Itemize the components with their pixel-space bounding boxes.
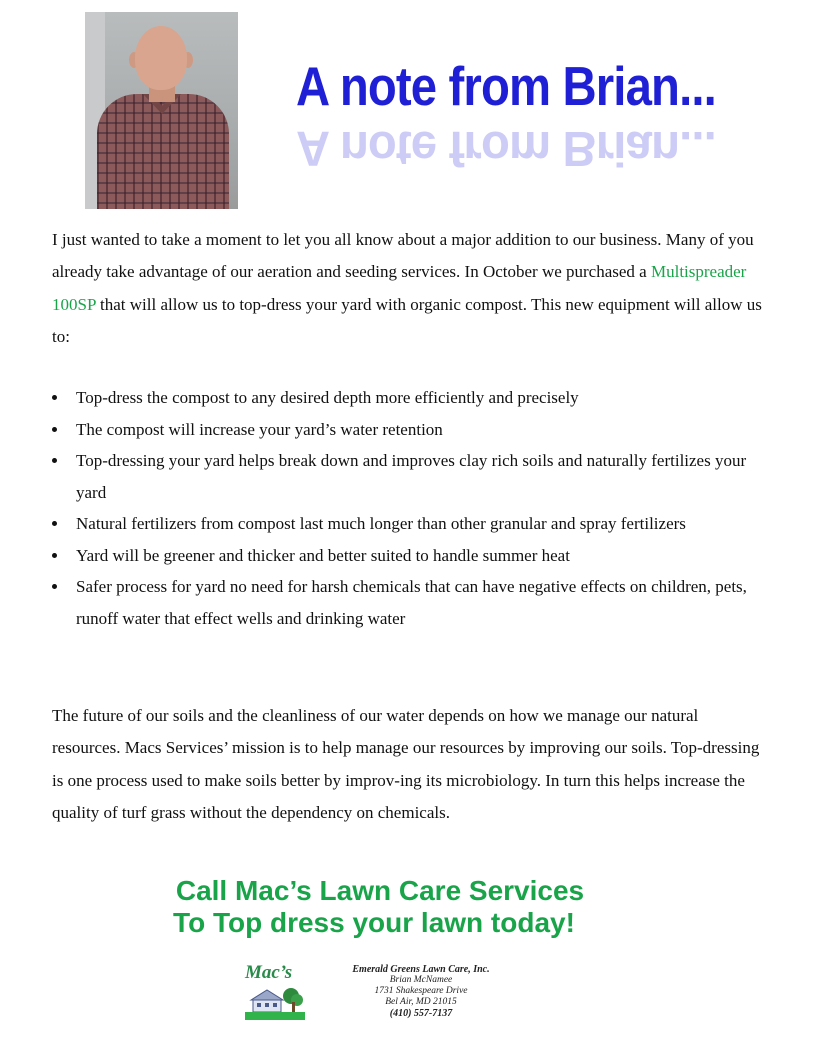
bullet-icon [52,427,57,432]
brian-photo [85,12,238,209]
company-name: Emerald Greens Lawn Care, Inc. [352,964,490,975]
bullet-icon [52,395,57,400]
bullet-icon [52,553,57,558]
phone-number: (410) 557-7137 [389,1008,453,1019]
intro-text-end: that will allow us to top-dress your yard with organic compost. This new equipment will allow us to: [52,294,762,347]
company-address [326,964,516,1019]
closing-paragraph: The future of our soils and the cleanliness of our water depends on how we manage our natural resources. Macs Services’ mission is to help manage our resources by improving our soils. Top-dressing is one process used to make soils better by improv-ing its microbiology. In turn this helps increase the quality of turf grass without the dependency on chemicals. [52,706,760,823]
house-icon [245,984,305,1020]
list-item-text: The compost will increase your yard’s water retention [76,419,443,439]
photo-head [135,26,187,90]
company-logo [245,962,315,1022]
bullet-icon [52,458,57,463]
list-item [52,571,764,634]
list-item-text: Safer process for yard no need for harsh chemicals that can have negative effects on children, pets, runoff water that effect wells and drinking water [76,577,747,628]
benefits-list [52,382,764,634]
intro-paragraph [52,224,764,354]
list-item [52,382,764,414]
list-item-text: Top-dressing your yard helps break down and improves clay rich soils and naturally fertilizes your yard [76,451,747,502]
page-title-reflection: A note from Brian... [296,121,716,177]
list-item-text: Top-dress the compost to any desired depth more efficiently and precisely [76,388,579,407]
list-item [52,508,764,540]
product-name: Multispreader 100SP [52,262,747,314]
street-address: 1731 Shakespeare Drive [374,986,468,996]
list-item [52,414,764,446]
logo-wordmark: Mac’s [245,962,293,983]
list-item [52,540,764,572]
list-item [52,445,764,508]
bullet-icon [52,584,57,589]
city-state-zip: Bel Air, MD 21015 [385,997,457,1007]
call-to-action-line-2: To Top dress your lawn today! [173,907,575,938]
contact-name: Brian McNamee [389,975,453,985]
list-item-text: Yard will be greener and thicker and better suited to handle summer heat [76,545,570,565]
page-title: A note from Brian... [296,55,716,117]
list-item-text: Natural fertilizers from compost last much longer than other granular and spray fertilizers [76,514,686,533]
intro-text-start: I just wanted to take a moment to let you all know about a major addition to our business. Many of you already take advantage of our aeration and seeding services. In October we purchased a [52,230,754,282]
call-to-action-line-1: Call Mac’s Lawn Care Services [175,875,585,906]
bullet-icon [52,521,57,526]
